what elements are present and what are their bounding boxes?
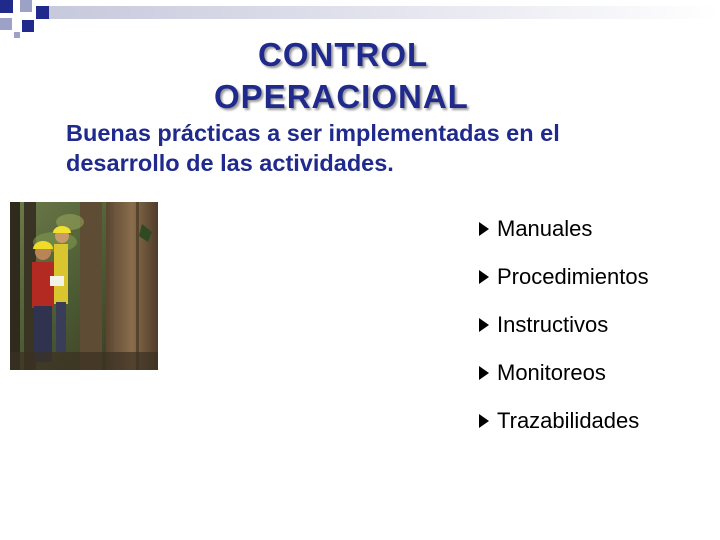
decor-square <box>20 0 32 12</box>
title-line-2: OPERACIONAL <box>214 78 469 115</box>
bullet-list <box>478 205 649 445</box>
right-triangle-arrow-icon <box>478 317 490 333</box>
list-item <box>478 397 649 445</box>
decor-square <box>36 6 49 19</box>
subtitle-line-2: desarrollo de las actividades. <box>66 150 394 176</box>
slide-subtitle <box>66 118 686 178</box>
decor-square <box>14 32 20 38</box>
decor-square <box>0 18 12 30</box>
list-item <box>478 349 649 397</box>
list-item <box>478 205 649 253</box>
right-triangle-arrow-icon <box>478 365 490 381</box>
bullet-label: Manuales <box>497 216 593 241</box>
right-triangle-arrow-icon <box>478 413 490 429</box>
forest-workers-photo <box>10 202 158 370</box>
decor-square <box>0 0 13 13</box>
list-item <box>478 253 649 301</box>
bullet-label: Monitoreos <box>497 360 606 385</box>
right-triangle-arrow-icon <box>478 221 490 237</box>
right-triangle-arrow-icon <box>478 269 490 285</box>
title-line-1: CONTROL <box>258 36 429 73</box>
decor-square <box>22 20 34 32</box>
bullet-label: Trazabilidades <box>497 408 640 433</box>
corner-decoration <box>0 0 720 40</box>
subtitle-line-1: Buenas prácticas a ser implementadas en el <box>66 120 560 146</box>
bullet-label: Instructivos <box>497 312 609 337</box>
list-item <box>478 301 649 349</box>
bullet-label: Procedimientos <box>497 264 649 289</box>
